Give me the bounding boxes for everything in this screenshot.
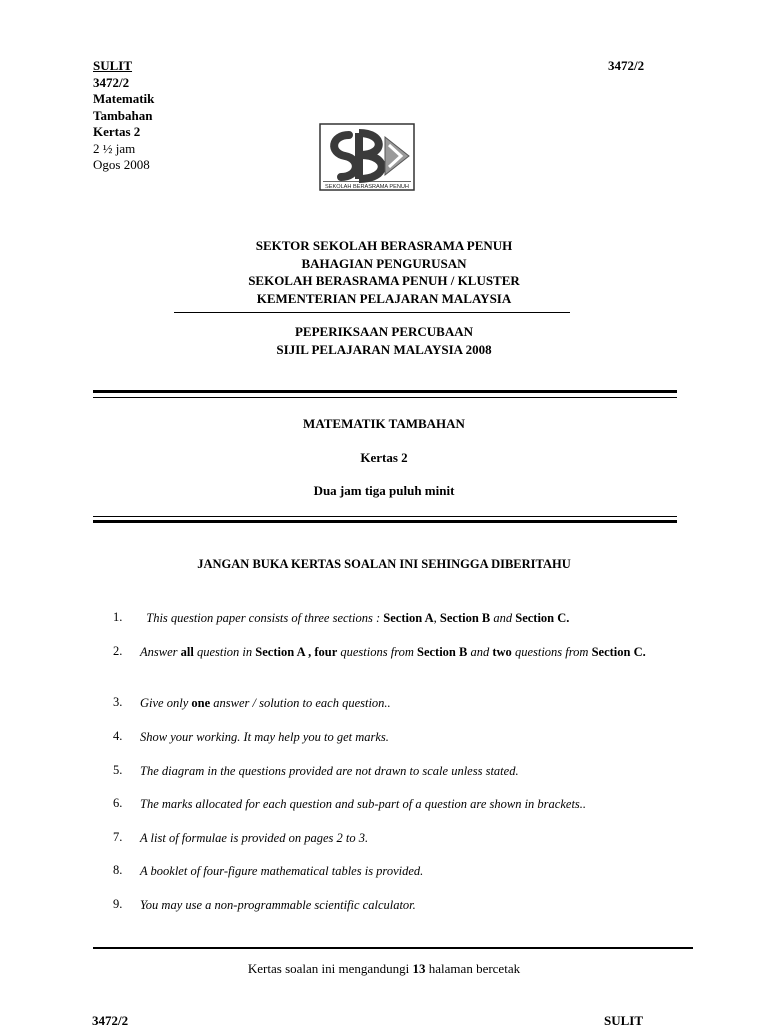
item-number: 2.	[113, 644, 123, 658]
item-number: 7.	[113, 829, 123, 844]
page-count-number: 13	[412, 961, 429, 976]
page-count-text: Kertas soalan ini mengandungi	[247, 961, 413, 976]
instruction-text: A booklet of four-figure mathematical tables is provided.	[140, 864, 424, 878]
instruction-item	[113, 610, 673, 644]
duration-title: Dua jam tiga puluh minit	[313, 483, 455, 498]
header-right-code: 3472/2	[608, 58, 645, 73]
instructions-list	[113, 610, 673, 930]
item-number: 9.	[113, 896, 123, 911]
instruction-item	[113, 729, 673, 763]
sulit-label: SULIT	[93, 58, 133, 73]
footer-sulit: SULIT	[604, 1013, 644, 1028]
org-line-2: BAHAGIAN PENGURUSAN	[301, 255, 467, 271]
org-line-3: SEKOLAH BERASRAMA PENUH / KLUSTER	[248, 273, 520, 288]
paper-title: Kertas 2	[360, 450, 408, 465]
rule-bottom-thin	[93, 516, 677, 517]
exam-line-2: SIJIL PELAJARAN MALAYSIA 2008	[276, 341, 492, 357]
instruction-item	[113, 763, 673, 797]
instruction-text: Give only one answer / solution to each question..	[140, 696, 391, 710]
page-count-note	[0, 961, 768, 977]
exam-line-1: PEPERIKSAAN PERCUBAAN	[294, 324, 474, 339]
instruction-item	[113, 796, 673, 830]
header-info	[93, 58, 154, 174]
instruction-text: The diagram in the questions provided are not drawn to scale unless stated.	[140, 763, 519, 778]
paper-label: Kertas 2	[93, 124, 141, 139]
footer-code: 3472/2	[92, 1013, 129, 1028]
subject-line-2: Tambahan	[93, 107, 153, 123]
footer-rule	[93, 947, 693, 949]
instruction-text: The marks allocated for each question and sub-part of a question are shown in brackets..	[140, 797, 587, 811]
subject-line-1: Matematik	[93, 91, 155, 106]
item-number: 8.	[113, 863, 123, 877]
date-label: Ogos 2008	[93, 157, 150, 172]
instruction-item	[113, 695, 673, 729]
instruction-text: A list of formulae is provided on pages 2 to 3.	[140, 830, 369, 845]
item-number: 1.	[113, 610, 123, 624]
instruction-text: You may use a non-programmable scientific calculator.	[140, 897, 416, 912]
instruction-item	[113, 863, 673, 897]
org-line-1: SEKTOR SEKOLAH BERASRAMA PENUH	[255, 238, 513, 253]
rule-top-thick	[93, 390, 677, 393]
item-number: 3.	[113, 695, 123, 709]
warning-text: JANGAN BUKA KERTAS SOALAN INI SEHINGGA DIBERITAHU	[197, 557, 571, 571]
instruction-item	[113, 644, 673, 695]
paper-code: 3472/2	[93, 74, 130, 90]
organization-block	[0, 237, 768, 307]
sbp-logo	[319, 123, 415, 191]
org-line-4: KEMENTERIAN PELAJARAN MALAYSIA	[256, 290, 512, 306]
subject-title: MATEMATIK TAMBAHAN	[303, 416, 465, 431]
rule-bottom-thick	[93, 520, 677, 523]
logo-caption: SEKOLAH BERASRAMA PENUH	[325, 184, 409, 190]
instruction-item	[113, 830, 673, 864]
item-number: 4.	[113, 729, 123, 743]
sbp-logo-graphic	[319, 123, 415, 191]
exam-block	[0, 323, 768, 358]
instruction-item	[113, 897, 673, 931]
duration-label: 2 ½ jam	[93, 140, 136, 156]
item-number: 5.	[113, 762, 123, 777]
instruction-text: Answer all question in Section A , four questions from Section B and two questions from Section C.	[140, 645, 646, 659]
item-number: 6.	[113, 796, 123, 810]
instruction-text: This question paper consists of three sections : Section A, Section B and Section C.	[146, 611, 570, 625]
rule-top-thin	[93, 397, 677, 398]
divider-thin	[174, 312, 570, 313]
instruction-text: Show your working. It may help you to get marks.	[140, 730, 389, 744]
page-count-suffix: halaman bercetak	[428, 961, 521, 976]
